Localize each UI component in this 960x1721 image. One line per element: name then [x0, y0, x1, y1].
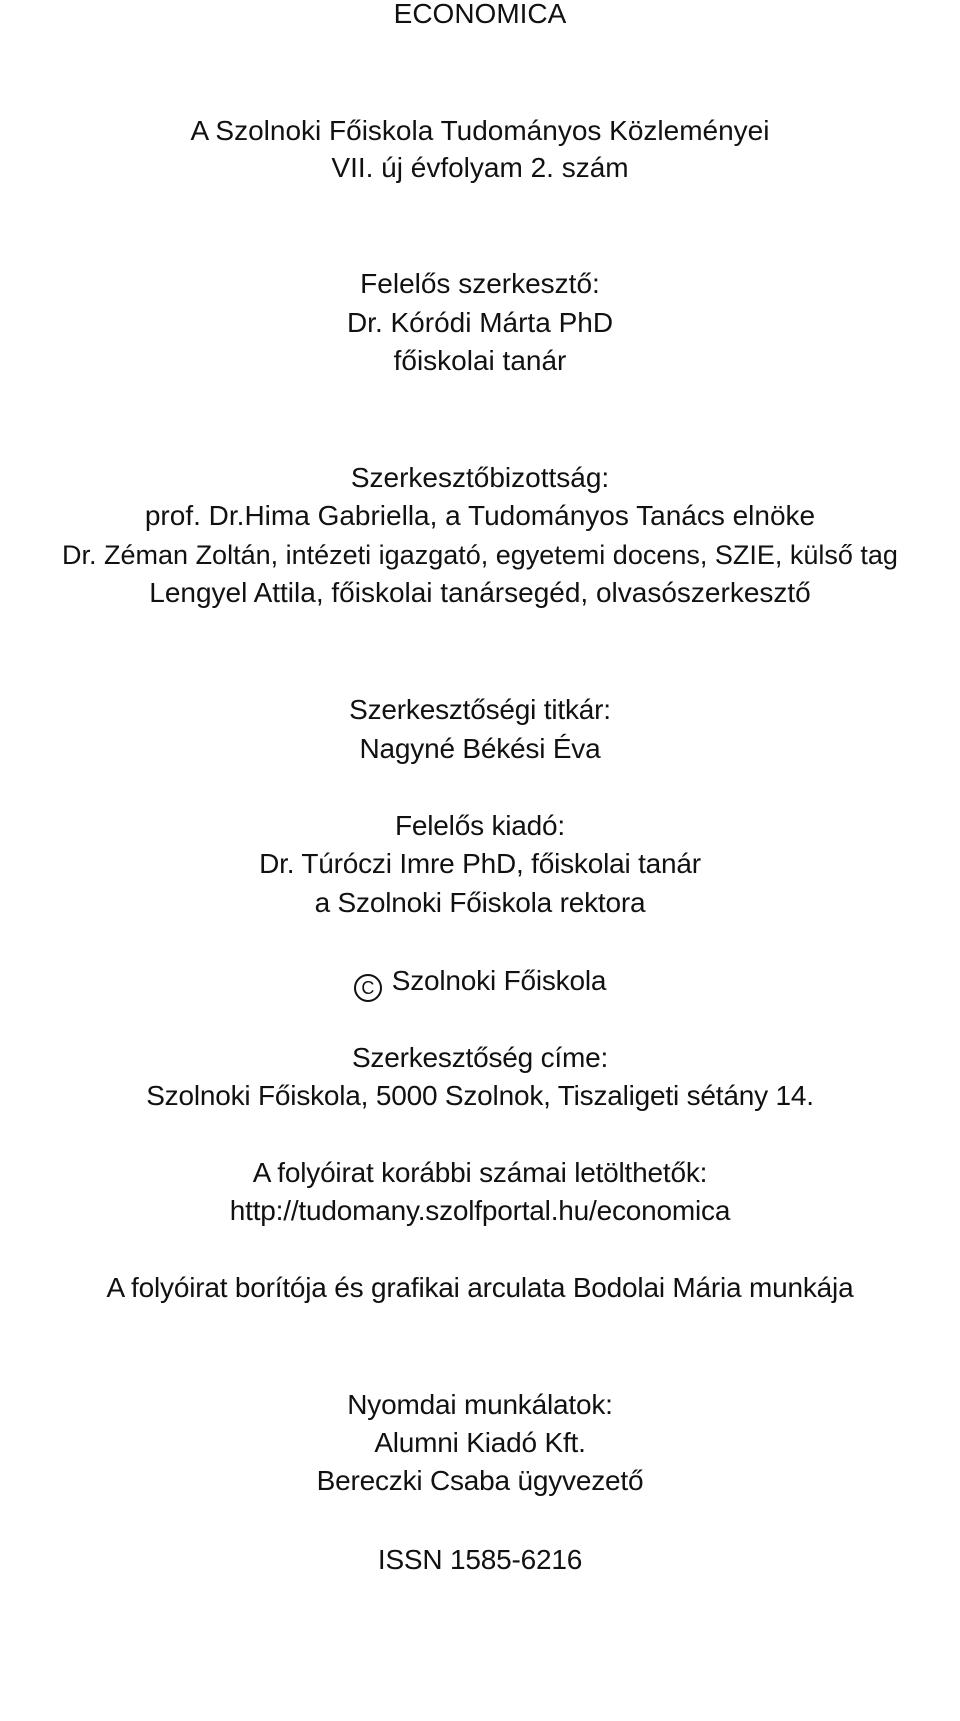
journal-volume: VII. új évfolyam 2. szám: [331, 152, 629, 183]
journal-subtitle: A Szolnoki Főiskola Tudományos Közleményei: [190, 115, 770, 146]
copyright-holder: Szolnoki Főiskola: [391, 965, 607, 996]
printing-manager: Bereczki Csaba ügyvezető: [316, 1465, 644, 1496]
editorial-board-member: Lengyel Attila, főiskolai tanársegéd, olvasószerkesztő: [149, 577, 811, 608]
secretary-name: Nagyné Békési Éva: [359, 733, 601, 764]
responsible-editor-name: Dr. Kóródi Márta PhD: [346, 307, 614, 338]
archive-url[interactable]: http://tudomany.szolfportal.hu/economica: [229, 1195, 731, 1226]
issn: ISSN 1585-6216: [377, 1544, 583, 1575]
address-label: Szerkesztőség címe:: [351, 1042, 609, 1073]
editorial-board-member: Dr. Zéman Zoltán, intézeti igazgató, egyetemi docens, SZIE, külső tag: [62, 540, 898, 570]
printing-label: Nyomdai munkálatok:: [347, 1389, 613, 1420]
editorial-board-member: prof. Dr.Hima Gabriella, a Tudományos Tanács elnöke: [144, 500, 816, 531]
archive-label: A folyóirat korábbi számai letölthetők:: [252, 1157, 708, 1188]
responsible-editor-role: főiskolai tanár: [393, 345, 567, 376]
design-credit: A folyóirat borítója és grafikai arculata Bodolai Mária munkája: [106, 1272, 854, 1303]
copyright-icon: C: [354, 974, 382, 1002]
printing-company: Alumni Kiadó Kft.: [374, 1427, 586, 1458]
publisher-role: a Szolnoki Főiskola rektora: [314, 887, 646, 918]
address-value: Szolnoki Főiskola, 5000 Szolnok, Tiszaligeti sétány 14.: [146, 1080, 814, 1111]
copyright-line: [0, 963, 960, 1002]
editorial-board-label: Szerkesztőbizottság:: [350, 462, 610, 493]
publisher-name: Dr. Túróczi Imre PhD, főiskolai tanár: [259, 848, 701, 879]
secretary-label: Szerkesztőségi titkár:: [349, 694, 611, 725]
journal-title: ECONOMICA: [393, 0, 567, 29]
publisher-label: Felelős kiadó:: [395, 810, 565, 841]
responsible-editor-label: Felelős szerkesztő:: [360, 268, 600, 299]
